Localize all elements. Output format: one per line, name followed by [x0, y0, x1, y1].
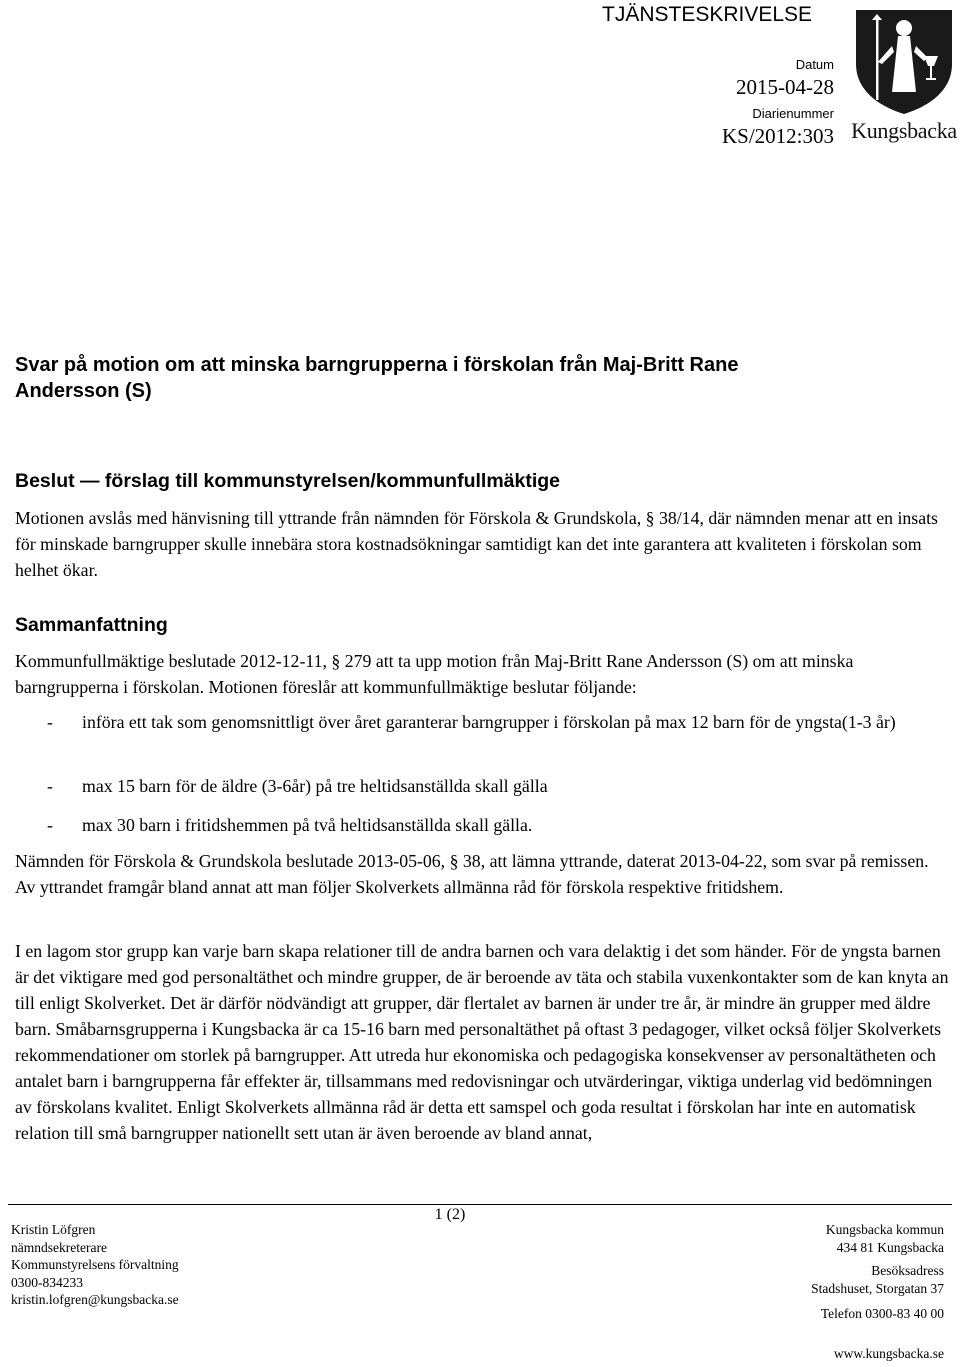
org-phone: Telefon 0300-83 40 00	[820, 1306, 944, 1321]
document-title	[15, 352, 915, 404]
list-item	[47, 812, 947, 838]
contact-phone: 0300-834233	[11, 1274, 83, 1290]
bullet-dash: -	[47, 815, 53, 835]
contact-department: Kommunstyrelsens förvaltning	[11, 1257, 179, 1272]
footer-address	[811, 1221, 944, 1323]
decision-heading: Beslut — förslag till kommunstyrelsen/kommunfullmäktige	[15, 470, 561, 492]
date-label: Datum	[795, 57, 834, 72]
list-item-text: max 15 barn för de äldre (3-6år) på tre heltidsanställda skall gälla	[82, 776, 548, 796]
summary-heading: Sammanfattning	[15, 614, 168, 636]
bullet-dash: -	[47, 776, 53, 796]
footer-divider	[8, 1204, 952, 1205]
page-number: 1 (2)	[434, 1206, 466, 1223]
contact-email[interactable]: kristin.lofgren@kungsbacka.se	[11, 1292, 179, 1307]
website-link[interactable]: www.kungsbacka.se	[833, 1346, 944, 1361]
visit-address: Stadshuset, Storgatan 37	[811, 1280, 944, 1296]
list-item-text: införa ett tak som genomsnittligt över året garanterar barngrupper i förskolan på max 12 barn för de yngsta(1-3 år)	[82, 712, 896, 732]
date-value: 2015-04-28	[736, 75, 834, 99]
diary-number: KS/2012:303	[721, 124, 834, 148]
summary-paragraph-1: Kommunfullmäktige beslutade 2012-12-11, § 279 att ta upp motion från Maj-Britt Rane Andersson (S) om att minska barngrupperna i förskolan. Motionen föreslår att kommunfullmäktige beslutar följande:	[15, 651, 854, 697]
visit-label: Besöksadress	[871, 1263, 944, 1278]
municipality-logo	[848, 6, 960, 146]
list-item	[47, 773, 947, 799]
title-line-1: Svar på motion om att minska barngrupperna i förskolan från Maj-Britt Rane	[15, 354, 739, 376]
coat-of-arms-icon	[848, 6, 960, 118]
contact-name: Kristin Löfgren	[11, 1222, 96, 1237]
bullet-dash: -	[47, 712, 53, 732]
diary-label: Diarienummer	[752, 106, 834, 121]
contact-role: nämndsekreterare	[11, 1239, 107, 1255]
list-item-text: max 30 barn i fritidshemmen på två heltidsanställda skall gälla.	[82, 815, 533, 835]
postal-address: 434 81 Kungsbacka	[836, 1239, 944, 1255]
org-name: Kungsbacka kommun	[825, 1222, 944, 1237]
decision-text: Motionen avslås med hänvisning till yttrande från nämnden för Förskola & Grundskola, § 38/14, där nämnden menar att en insats för minskade barngrupper skulle innebära stora kostnadsökningar samtidigt kan det inte garantera att kvaliteten i förskolan som helhet ökar.	[15, 508, 938, 580]
document-type: TJÄNSTESKRIVELSE	[602, 3, 813, 26]
summary-paragraph-3: I en lagom stor grupp kan varje barn skapa relationer till de andra barnen och vara delaktig i det som händer. För de yngsta barnen är det viktigare med god personaltäthet och mindre grupper, de är beroende av täta och stabila vuxenkontakter som de kan knyta an till enligt Skolverket. Det är därför nödvändigt att grupper, där flertalet av barnen är under tre år, är mindre än grupper med äldre barn. Småbarnsgrupperna i Kungsbacka är ca 15-16 barn med personaltäthet på oftast 3 pedagoger, vilket också följer Skolverkets rekommendationer om storlek på barngrupper. Att utreda hur ekonomiska och pedagogiska konsekvenser av personaltätheten och antalet barn i barngrupperna får effekter är, tillsammans med redovisningar och utvärderingar, viktiga underlag vid bedömningen av förskolans kvalitet. Enligt Skolverkets allmänna råd är detta ett samspel och goda resultat i förskolan har inte en automatisk relation till små barngrupper nationellt sett utan är även beroende av bland annat,	[15, 941, 949, 1143]
logo-wordmark: Kungsbacka	[851, 118, 957, 143]
footer-contact	[11, 1221, 179, 1309]
summary-paragraph-2: Nämnden för Förskola & Grundskola beslutade 2013-05-06, § 38, att lämna yttrande, daterat 2013-04-22, som svar på remissen. Av yttrandet framgår bland annat att man följer Skolverkets allmänna råd för förskola respektive fritidshem.	[15, 851, 929, 897]
title-line-2: Andersson (S)	[15, 380, 152, 402]
list-item	[47, 709, 947, 735]
